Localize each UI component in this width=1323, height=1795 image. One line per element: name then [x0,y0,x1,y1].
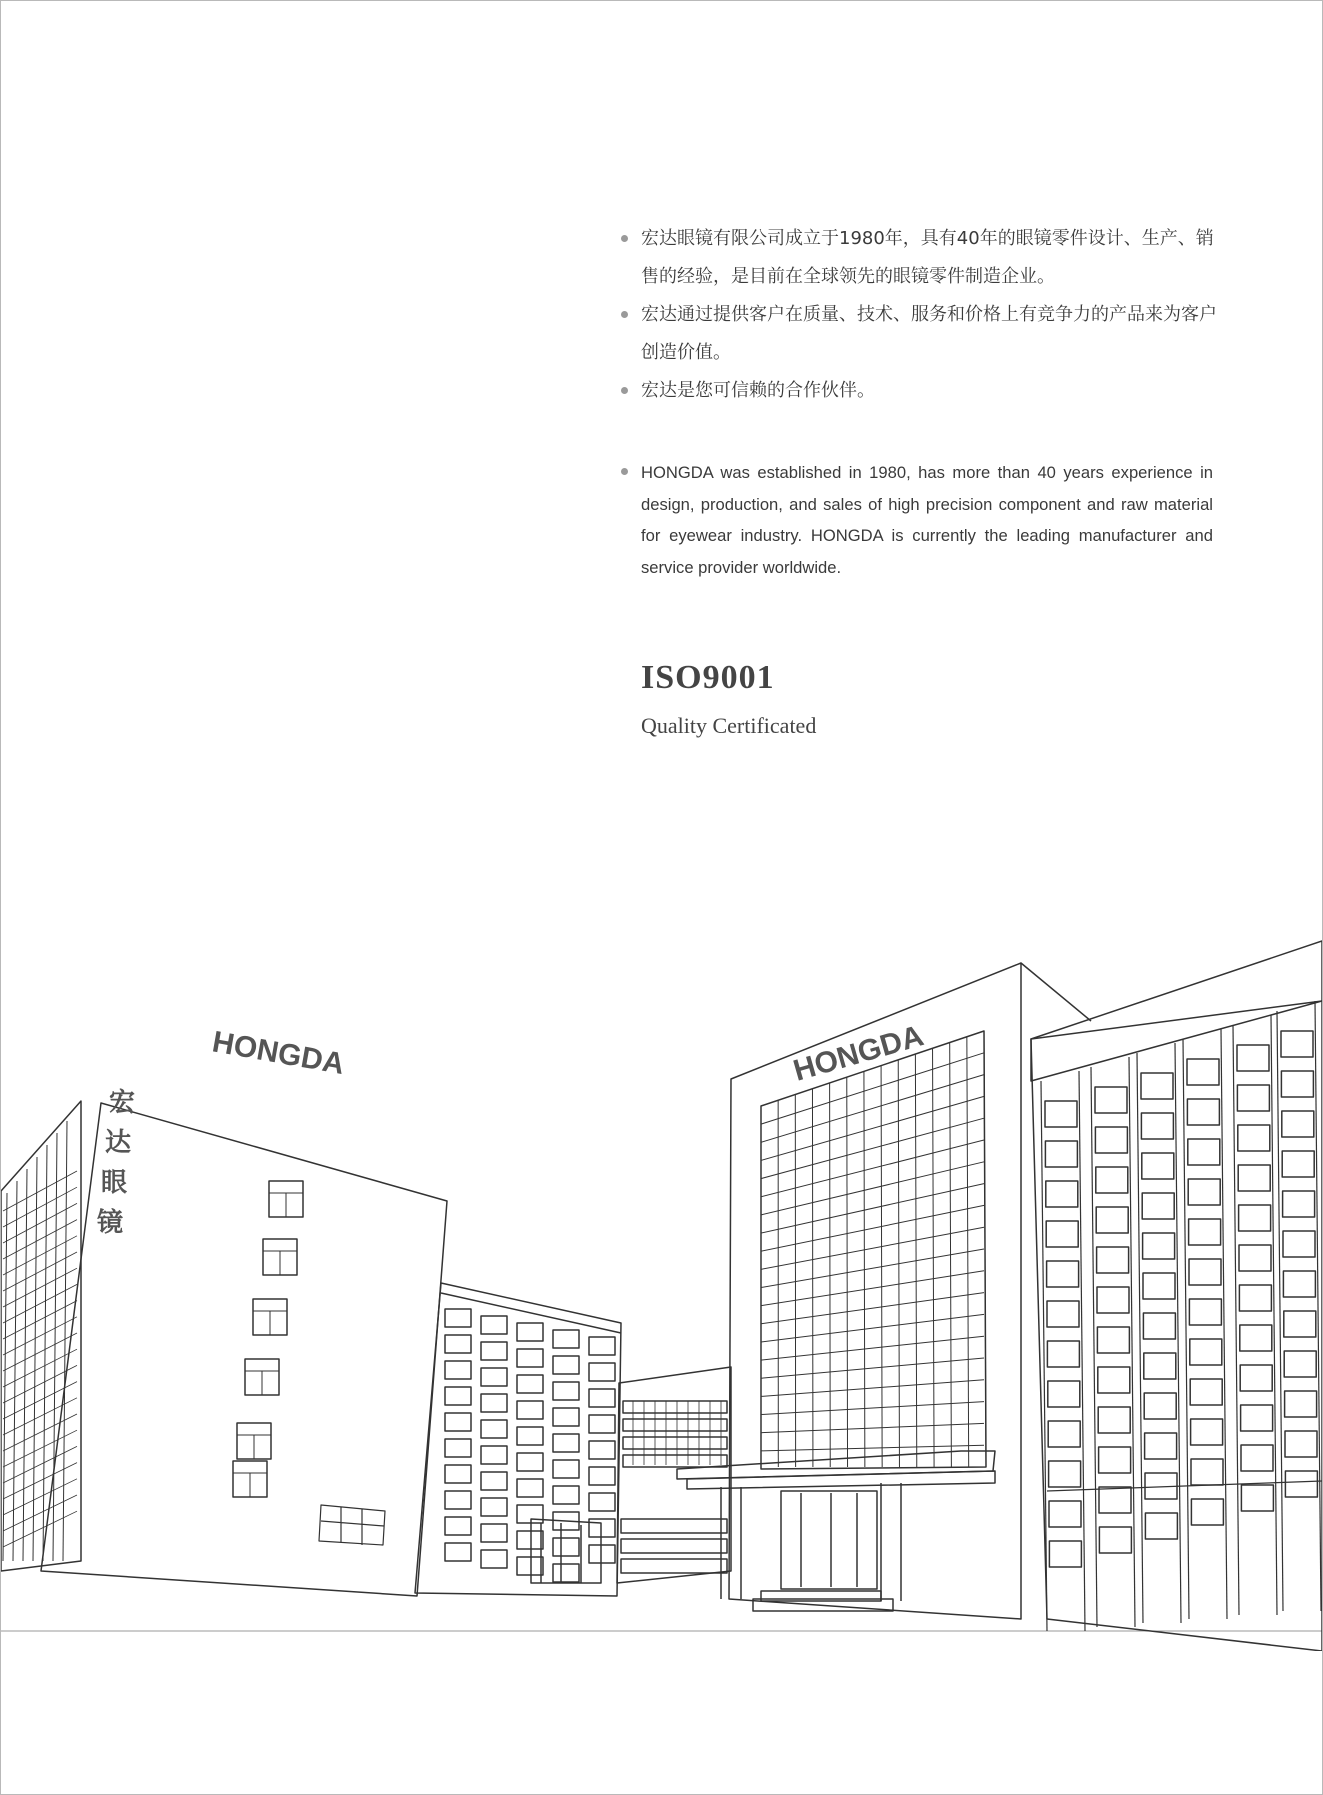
bullet-icon [621,311,628,318]
bullet-icon [621,387,628,394]
chinese-intro-item: 宏达通过提供客户在质量、技术、服务和价格上有竞争力的产品来为客户创造价值。 [619,296,1219,372]
bullet-icon [621,468,628,475]
middle-building-windows [445,1309,615,1582]
vertical-sign-char: 宏 [109,1087,136,1117]
vertical-sign-char: 眼 [101,1167,128,1197]
chinese-intro-list [619,220,1219,410]
english-intro [619,457,1213,583]
far-left-windows [3,1121,77,1561]
left-building-windows [233,1181,303,1497]
chinese-intro-item: 宏达眼镜有限公司成立于1980年，具有40年的眼镜零件设计、生产、销售的经验，是目前在全球领先的眼镜零件制造企业。 [619,220,1219,296]
certification-subtitle: Quality Certificated [641,713,817,738]
left-building-sign: HONGDA [209,1025,347,1082]
certification-title: ISO9001 [641,659,775,696]
connector-windows [621,1401,727,1573]
vertical-sign-char: 镜 [97,1207,124,1237]
main-building-sign: HONGDA [789,1019,928,1088]
tower-curtain-wall [761,1031,986,1467]
bullet-icon [621,235,628,242]
chinese-intro-item: 宏达是您可信赖的合作伙伴。 [619,372,1219,410]
english-intro-paragraph: HONGDA was established in 1980, has more than 40 years experience in design, production, and sales of high precision component and raw material for eyewear industry. HONGDA is currently the leading manufacturer and service provider worldwide. [619,457,1213,583]
vertical-sign-char: 达 [105,1127,132,1157]
factory-buildings-illustration [1,931,1322,1651]
right-wing-windows [1041,1001,1322,1631]
